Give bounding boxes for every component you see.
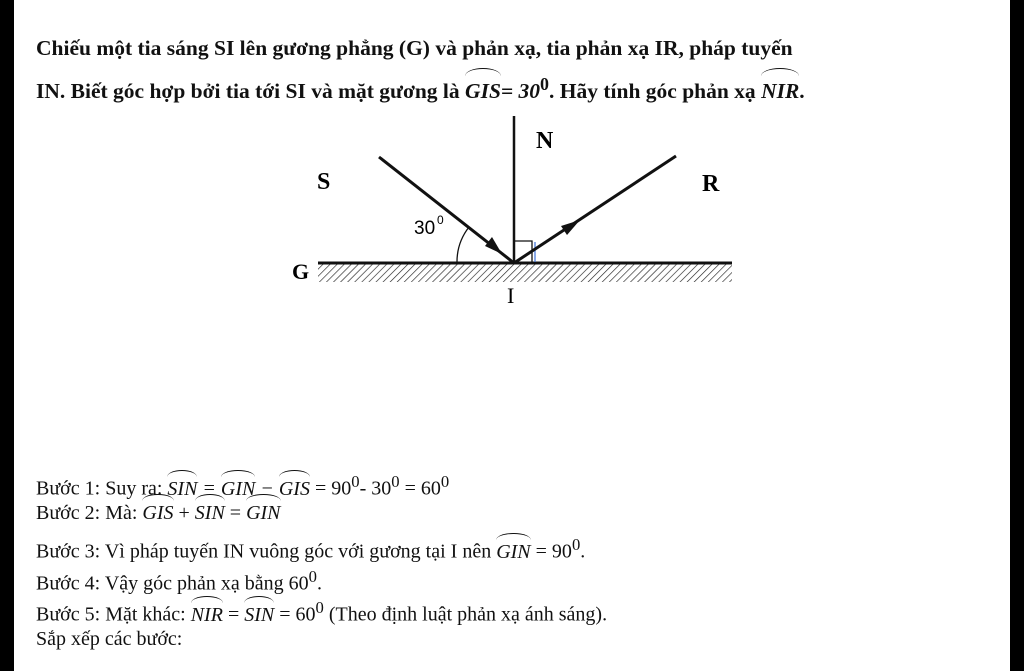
step-3-angle-gin: GIN: [496, 537, 530, 569]
step-5-angle-nir: NIR: [191, 600, 223, 632]
incident-arrow: [485, 237, 502, 254]
reflection-diagram: [14, 0, 1010, 320]
step-1-deg-2: 0: [391, 472, 400, 491]
step-1-angle-gis: GIS: [279, 474, 310, 506]
angle-arc: [457, 227, 469, 263]
problem-end: .: [799, 79, 805, 104]
solution-steps: [36, 466, 996, 655]
label-I: I: [507, 283, 515, 308]
step-4-value: 60: [288, 572, 309, 595]
step-5-law: (Theo định luật phản xạ ánh sáng).: [328, 603, 608, 626]
label-G: G: [292, 259, 310, 284]
arrange-prompt: Sắp xếp các bước:: [36, 627, 183, 650]
step-1-deg-3: 0: [440, 472, 450, 491]
angle-nir: NIR: [761, 73, 799, 109]
mirror-hatching: [318, 264, 732, 282]
step-1-angle-gin: GIN: [221, 474, 255, 506]
step-4-prefix: Bước 4: Vậy góc phản xạ bằng: [36, 572, 284, 595]
step-2-plus: +: [173, 501, 195, 524]
step-1-minus: −: [255, 477, 279, 500]
step-3: [36, 529, 996, 561]
step-5: [36, 592, 996, 624]
label-angle-degree: 0: [437, 213, 444, 227]
step-5-deg: 0: [315, 598, 324, 617]
step-1-deg-1: 0: [351, 472, 360, 491]
problem-line-1: Chiếu một tia sáng SI lên gương phẳng (G) và phản xạ, tia phản xạ IR, pháp tuyến: [36, 36, 793, 60]
step-2-prefix: Bước 2: Mà:: [36, 501, 138, 524]
reflected-arrow: [561, 220, 580, 235]
step-4-end: .: [316, 572, 322, 595]
step-1-eq: =: [197, 477, 221, 500]
step-5-eq: =: [222, 603, 245, 626]
problem-line-2-text: IN. Biết góc hợp bởi tia tới SI và mặt gương là: [36, 79, 460, 104]
step-2-eq: =: [224, 501, 247, 524]
label-angle-30: 30: [414, 218, 436, 239]
question-page: [14, 0, 1010, 671]
step-2-angle-gin: GIN: [246, 498, 280, 530]
step-1-prefix: Bước 1: Suy ra:: [36, 477, 163, 500]
step-5-value-60: = 60: [274, 603, 316, 626]
step-4-deg: 0: [308, 566, 317, 586]
step-5-prefix: Bước 5: Mặt khác:: [36, 603, 186, 626]
angle-gis: GIS: [465, 73, 501, 109]
step-1: [36, 466, 996, 498]
step-1-value-90: = 90: [309, 477, 352, 500]
step-3-deg: 0: [571, 535, 581, 554]
step-3-prefix: Bước 3: Vì pháp tuyến IN vuông góc với gương tại I nên: [36, 540, 492, 563]
step-1-value-30: - 30: [359, 477, 392, 500]
label-N: N: [536, 128, 554, 154]
problem-question: . Hãy tính góc phản xạ: [549, 79, 756, 104]
step-1-value-60: = 60: [399, 477, 441, 500]
step-3-value-90: = 90: [530, 540, 572, 563]
label-S: S: [317, 169, 331, 195]
label-R: R: [702, 171, 720, 197]
step-2-angle-sin: SIN: [195, 498, 225, 530]
step-3-end: .: [580, 540, 586, 563]
step-1-angle-sin: SIN: [167, 474, 197, 506]
angle-gis-value: = 30: [500, 79, 541, 104]
step-2-angle-gis: GIS: [142, 498, 173, 530]
reflected-ray: [514, 156, 676, 263]
degree-mark: 0: [540, 74, 549, 94]
step-5-angle-sin: SIN: [244, 600, 274, 632]
